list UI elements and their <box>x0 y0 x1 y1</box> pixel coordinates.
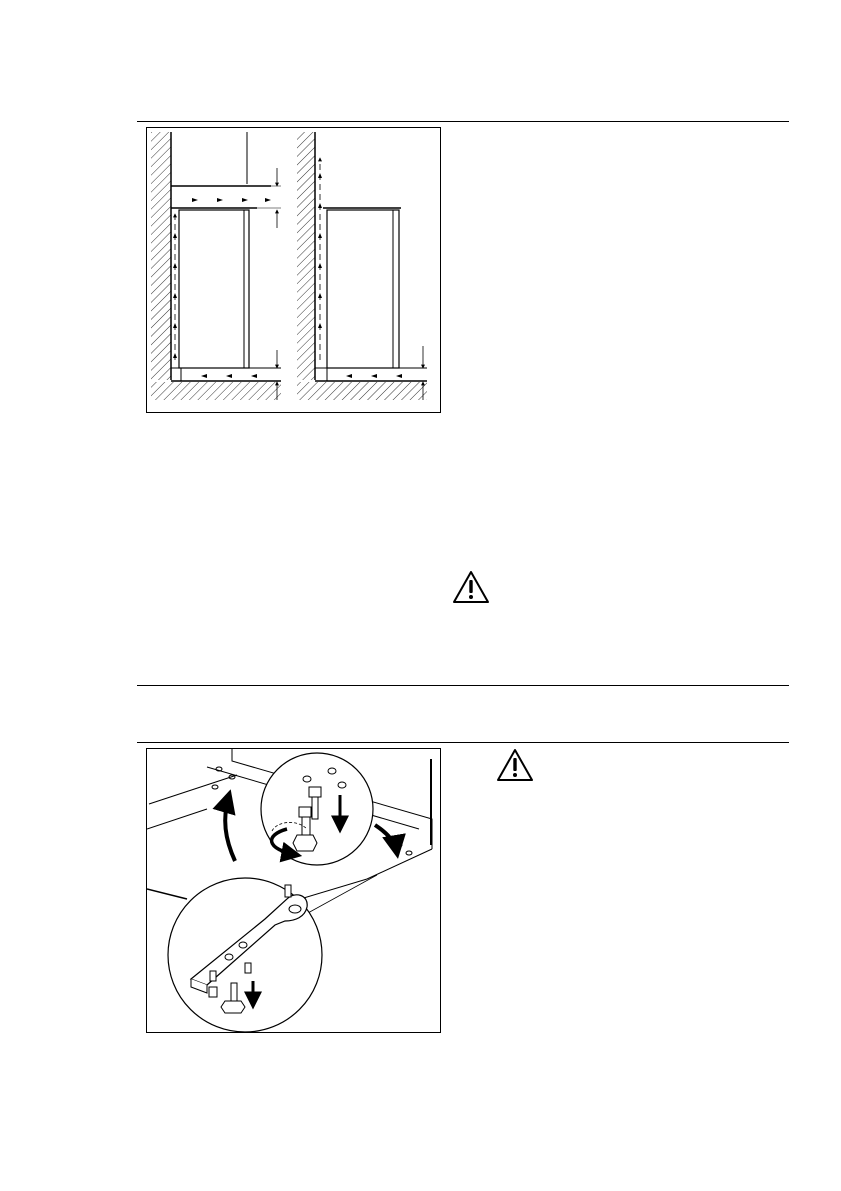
top-section-rule <box>137 121 789 122</box>
rotate-arrow-right <box>375 825 397 853</box>
ventilation-diagram <box>146 127 441 413</box>
right-installation-view <box>297 132 427 400</box>
hinge-diagram <box>146 748 441 1033</box>
left-installation-view <box>151 132 281 400</box>
warning-triangle-icon <box>496 748 534 782</box>
section-rule <box>137 742 789 743</box>
hinge-detail-top <box>261 753 373 865</box>
hinge-detail-bottom <box>168 878 322 1032</box>
warning-triangle-icon <box>452 570 490 604</box>
section-divider <box>137 685 789 686</box>
rotate-arrow-left <box>225 795 235 861</box>
